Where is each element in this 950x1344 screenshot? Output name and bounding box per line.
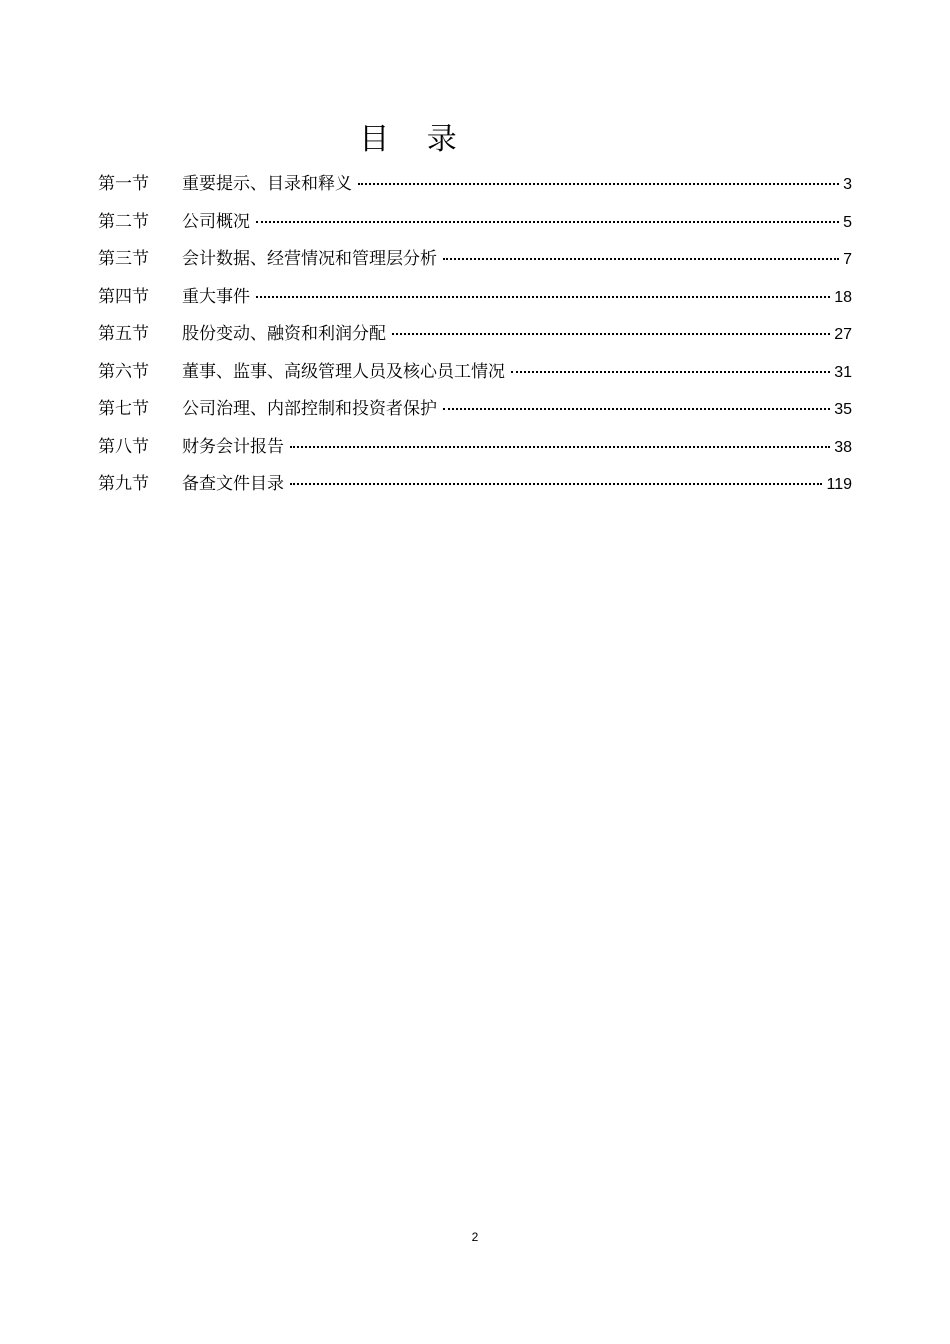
toc-entry[interactable] [98, 393, 852, 431]
toc-page-number: 3 [843, 176, 852, 193]
toc-page-number: 18 [834, 288, 852, 306]
toc-dot-leader [392, 332, 830, 335]
toc-heading: 重要提示、目录和释义 [182, 174, 352, 194]
toc-heading: 重大事件 [182, 286, 250, 307]
toc-heading: 股份变动、融资和利润分配 [182, 324, 386, 344]
toc-page-number: 7 [843, 251, 852, 268]
toc-entry[interactable] [98, 318, 852, 356]
toc-dot-leader [443, 407, 830, 410]
toc-dot-leader [256, 220, 839, 223]
page-number-footer: 2 [471, 1230, 479, 1244]
toc-dot-leader [290, 482, 822, 485]
toc-heading: 公司概况 [182, 211, 250, 232]
toc-dot-leader [443, 257, 839, 260]
toc-list [98, 168, 852, 506]
toc-page-number: 38 [834, 438, 852, 456]
toc-section-number: 第三节 [98, 249, 149, 269]
toc-section-number: 第五节 [98, 324, 149, 344]
toc-entry[interactable] [98, 281, 852, 319]
toc-entry[interactable] [98, 431, 852, 469]
toc-section-number: 第一节 [98, 174, 149, 194]
toc-page-number: 35 [834, 401, 852, 418]
toc-entry[interactable] [98, 168, 852, 206]
toc-page-number: 27 [834, 326, 852, 343]
toc-heading: 备查文件目录 [182, 474, 284, 494]
toc-page-number: 31 [834, 363, 852, 381]
toc-section-number: 第四节 [98, 286, 149, 307]
toc-title: 目 录 [359, 122, 471, 157]
toc-page-number: 5 [843, 213, 852, 231]
toc-page-number: 119 [826, 476, 852, 493]
toc-entry[interactable] [98, 356, 852, 394]
toc-heading: 财务会计报告 [182, 436, 284, 457]
toc-entry[interactable] [98, 206, 852, 244]
toc-heading: 公司治理、内部控制和投资者保护 [182, 399, 437, 419]
toc-section-number: 第二节 [98, 211, 149, 232]
toc-section-number: 第六节 [98, 361, 149, 382]
toc-dot-leader [256, 295, 830, 298]
toc-heading: 董事、监事、高级管理人员及核心员工情况 [182, 361, 505, 382]
toc-entry[interactable] [98, 468, 852, 506]
toc-dot-leader [358, 182, 839, 185]
toc-section-number: 第八节 [98, 436, 149, 457]
toc-heading: 会计数据、经营情况和管理层分析 [182, 249, 437, 269]
toc-dot-leader [511, 370, 830, 373]
toc-dot-leader [290, 445, 830, 448]
toc-section-number: 第七节 [98, 399, 149, 419]
toc-section-number: 第九节 [98, 474, 149, 494]
toc-entry[interactable] [98, 243, 852, 281]
